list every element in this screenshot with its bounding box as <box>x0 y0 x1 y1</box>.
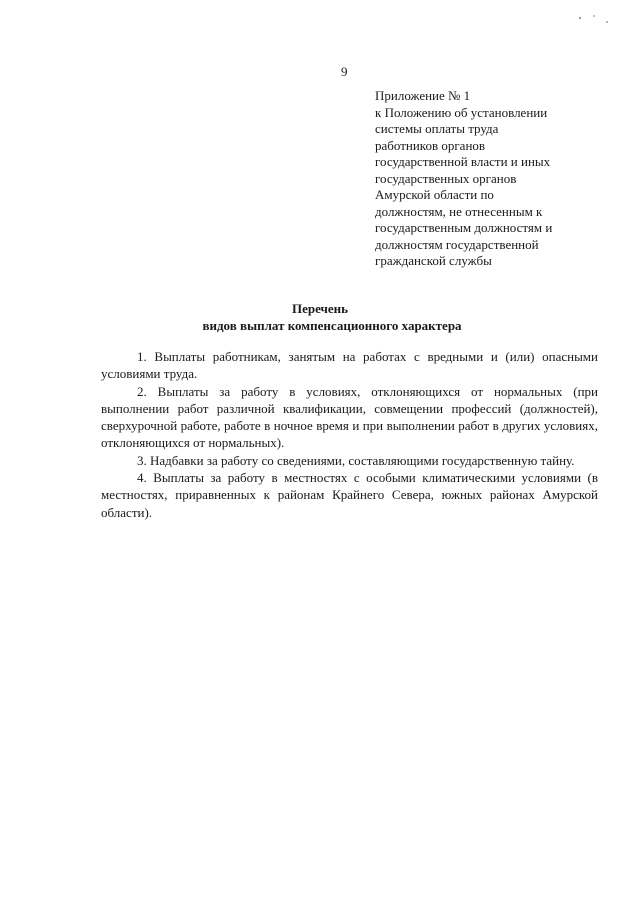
annex-line: гражданской службы <box>375 253 492 268</box>
annex-line: государственной власти и иных <box>375 154 551 169</box>
annex-line: Приложение № 1 <box>375 88 471 103</box>
annex-line: Амурской области по <box>375 187 494 202</box>
annex-block <box>375 88 615 270</box>
annex-line: системы оплаты труда <box>375 121 499 136</box>
page-number: 9 <box>341 64 348 79</box>
item-list <box>101 348 598 521</box>
annex-line: государственным должностям и <box>375 220 553 235</box>
list-item: 2. Выплаты за работу в условиях, отклоняющихся от нормальных (при выполнении работ различной квалификации, совмещении профессий (должностей), сверхурочной работе, работе в ночное время и при выполнении работ в других условиях, отклоняющихся от нормальных). <box>101 383 598 451</box>
annex-line: к Положению об установлении <box>375 104 548 120</box>
annex-line: государственных органов <box>375 170 517 186</box>
document-heading <box>0 300 640 334</box>
list-item: 1. Выплаты работникам, занятым на работах с вредными и (или) опасными условиями труда. <box>101 349 598 382</box>
annex-line: работников органов <box>375 137 486 153</box>
scan-specks <box>576 12 616 28</box>
heading-title: Перечень <box>291 301 349 316</box>
annex-line: должностям государственной <box>375 236 539 252</box>
list-item: 4. Выплаты за работу в местностях с особыми климатическими условиями (в местностях, приравненных к районам Крайнего Севера, южных районах Амурской области). <box>101 470 598 520</box>
heading-subtitle: видов выплат компенсационного характера <box>202 318 462 333</box>
annex-line: должностям, не отнесенным к <box>375 203 543 219</box>
list-item: 3. Надбавки за работу со сведениями, составляющими государственную тайну. <box>137 452 575 468</box>
